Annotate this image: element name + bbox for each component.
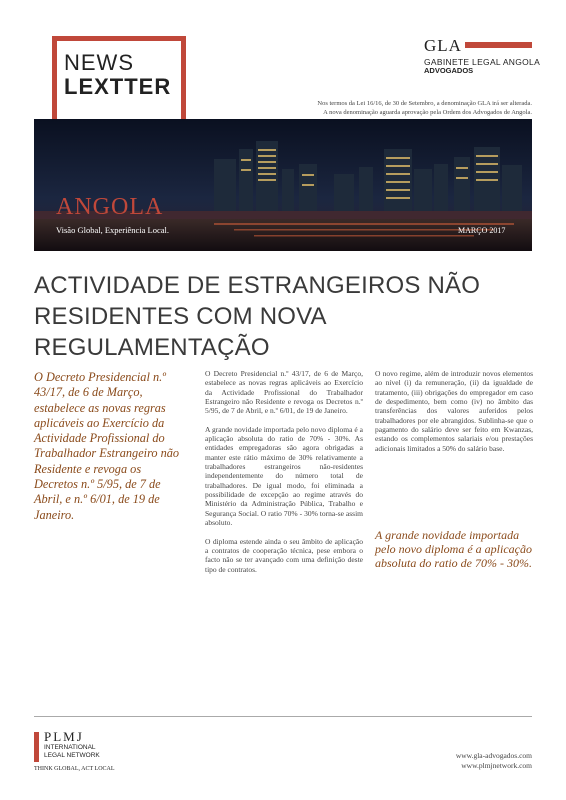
body-column-right [375,369,533,462]
paragraph: A grande novidade importada pelo novo diploma é a aplicação absoluta do ratio de 70% - 30%. As entidades empregadoras são agora obrigadas a manter este rátio máximo de 30% relativamente a trabalhadores estrangeiros não-residentes independentemente do número total de trabalhadores. De igual modo, foi eliminada a possibilidade de excepção ao regime através do Ministério da Administração Pública, Trabalho e Segurança Social. O ratio 70% - 30% torna-se assim absoluto. [205,424,363,528]
gla-website-link[interactable]: www.gla-advogados.com [455,751,532,760]
notice-line: A nova denominação aguarda aprovação pela Ordem dos Advogados de Angola. [323,109,532,116]
banner-tagline: Visão Global, Experiência Local. [56,225,170,235]
paragraph: O novo regime, além de introduzir novos elementos ao nível (i) da remuneração, (ii) da igualdade de tratamento, (iii) obrigações do empregador em caso de despedimento, bem como (iv) no âmbito das transferências dos valores auferidos pelos trabalhadores por ele abrangidos. Sublinha-se que o pagamento do salário deve ser feito em Kwanzas, estando os complementos salariais e/ou prestações adicionais limitados a 50% do salário base. [375,369,533,453]
plmj-logo: PLMJ [44,729,84,744]
newsletter-title-lextter: LEXTTER [64,74,172,99]
issue-date: MARÇO 2017 [458,226,506,235]
plmj-network-label [44,744,100,759]
plmj-tagline: THINK GLOBAL, ACT LOCAL [34,766,115,772]
article-title [34,270,544,363]
newsletter-title-news: NEWS [64,50,134,75]
body-column-middle [205,369,363,583]
banner-country: ANGOLA [56,194,164,220]
notice-line: Nos termos da Lei 16/16, de 30 de Setembro, a denominação GLA irá ser alterada. [317,100,532,107]
plmj-logo-bar [34,732,39,762]
plmj-line: INTERNATIONAL [44,744,96,751]
title-line: ACTIVIDADE DE ESTRANGEIROS NÃO [34,272,481,299]
gla-advogados: ADVOGADOS [424,66,474,75]
intro-summary: O Decreto Presidencial n.º 43/17, de 6 de Março, estabelece as novas regras aplicáveis ao Exercício da Actividade Profissional do Trabalhador Estrangeiro não Residente e revoga os Decretos n.º 5/95, de 7 de Abril, e n.º 6/01, de 19 de Janeiro. [34,370,180,522]
gla-full-name: GABINETE LEGAL ANGOLA [424,57,541,67]
pull-quote: A grande novidade importada pelo novo diploma é a aplicação absoluta do ratio de 70% - 30%. [375,528,532,571]
header-frame-top [52,36,186,41]
paragraph: O Decreto Presidencial n.º 43/17, de 6 de Março, estabelece as novas regras aplicáveis ao Exercício da Actividade Profissional do Trabalhador Estrangeiro não Residente e revoga os Decretos n.º 5/95, de 7 de Abril, e n.º 6/01, de 19 de Janeiro. [205,369,363,416]
gla-logo: GLA [424,36,462,55]
paragraph: O diploma estende ainda o seu âmbito de aplicação a contratos de cooperação técnica, pese embora o facto não se ter avançado com uma definição deste tipo de contratos. [205,536,363,574]
plmj-website-link[interactable]: www.plmjnetwork.com [461,761,532,770]
plmj-line: LEGAL NETWORK [44,751,100,759]
title-line: RESIDENTES COM NOVA REGULAMENTAÇÃO [34,303,326,361]
footer-divider [34,716,532,717]
name-change-notice [317,99,532,117]
gla-logo-bar [465,42,532,48]
